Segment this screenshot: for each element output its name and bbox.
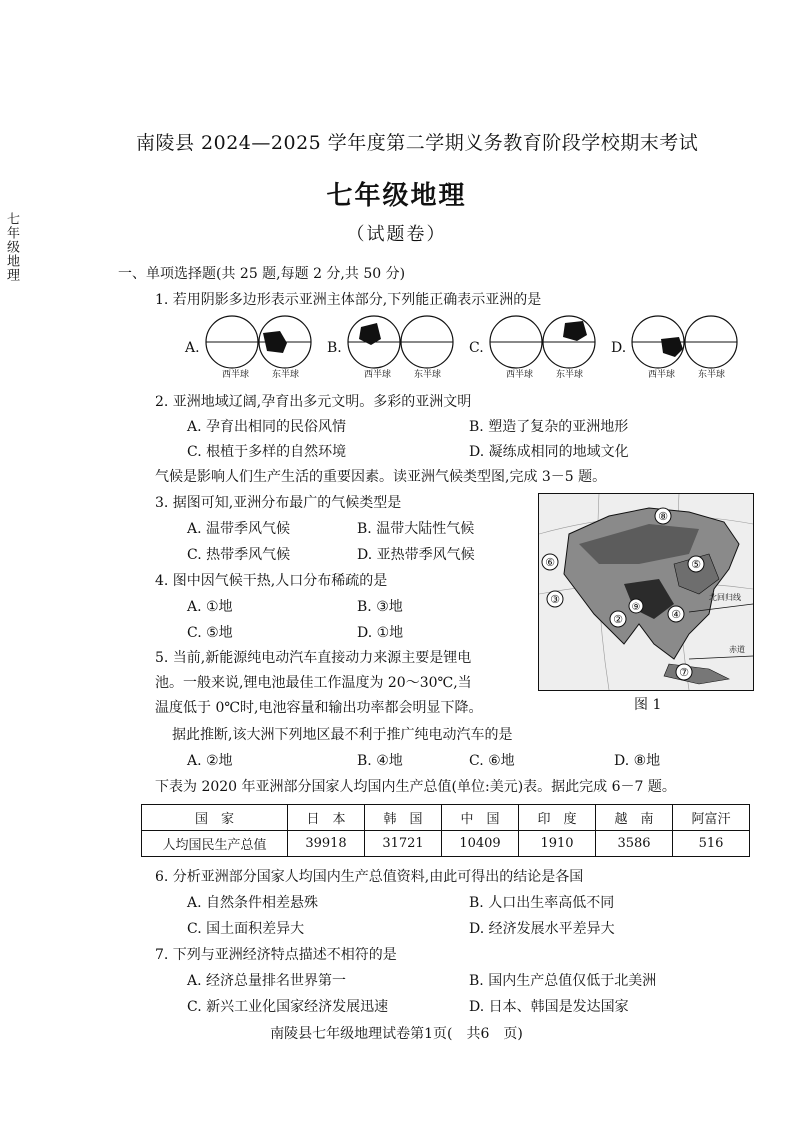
q1-option-d-diagram [631, 315, 741, 370]
west-hemisphere-label-c: 西半球 [506, 370, 534, 380]
west-hemisphere-label-d: 西半球 [648, 370, 676, 380]
gdp-table [141, 804, 750, 857]
q4-option-a: A. ①地 [187, 599, 233, 615]
asia-climate-map [538, 493, 754, 691]
q5-line2: 池。一般来说,锂电池最佳工作温度为 20～30℃,当 [155, 675, 472, 691]
region-6-label: ⑥ [545, 556, 555, 569]
east-hemisphere-label-c: 东半球 [556, 370, 584, 380]
q5-option-d: D. ⑧地 [614, 753, 661, 769]
q4-option-b: B. ③地 [357, 599, 403, 615]
q5-line4: 据此推断,该大洲下列地区最不利于推广纯电动汽车的是 [172, 727, 513, 743]
table-header-cell: 越 南 [596, 805, 673, 831]
q4-option-d: D. ①地 [357, 625, 404, 641]
q2-option-d: D. 凝练成相同的地域文化 [469, 444, 629, 460]
q1-stem: 1. 若用阴影多边形表示亚洲主体部分,下列能正确表示亚洲的是 [155, 292, 542, 308]
tropic-label: 北回归线 [709, 593, 741, 602]
region-8-label: ⑧ [658, 510, 668, 523]
region-5-label: ⑤ [691, 558, 701, 571]
q3-option-b: B. 温带大陆性气候 [357, 521, 475, 537]
region-4-label: ④ [671, 608, 681, 621]
q4-stem: 4. 图中因气候干热,人口分布稀疏的是 [155, 573, 388, 589]
table-cell: 39918 [288, 831, 365, 857]
q7-option-a: A. 经济总量排名世界第一 [187, 973, 347, 989]
q7-stem: 7. 下列与亚洲经济特点描述不相符的是 [155, 947, 397, 963]
region-2-label: ② [613, 613, 623, 626]
q6-option-b: B. 人口出生率高低不同 [469, 895, 615, 911]
intro-6-7: 下表为 2020 年亚洲部分国家人均国内生产总值(单位:美元)表。据此完成 6－7 题。 [155, 779, 676, 795]
q6-option-c: C. 国土面积差异大 [187, 921, 305, 937]
table-cell: 31721 [365, 831, 442, 857]
section-heading: 一、单项选择题(共 25 题,每题 2 分,共 50 分) [118, 266, 406, 282]
region-3-label: ③ [550, 593, 560, 606]
q1-option-c-diagram [489, 315, 599, 370]
west-hemisphere-label-b: 西半球 [364, 370, 392, 380]
table-header-cell: 阿富汗 [673, 805, 750, 831]
q1-option-b-letter: B. [327, 340, 342, 356]
q2-stem: 2. 亚洲地域辽阔,孕育出多元文明。多彩的亚洲文明 [155, 394, 472, 410]
q7-option-b: B. 国内生产总值仅低于北美洲 [469, 973, 657, 989]
q5-option-b: B. ④地 [357, 753, 403, 769]
east-hemisphere-label-a: 东半球 [272, 370, 300, 380]
table-row [142, 831, 750, 857]
table-cell: 3586 [596, 831, 673, 857]
q1-option-d-letter: D. [611, 340, 627, 356]
east-hemisphere-label-b: 东半球 [414, 370, 442, 380]
west-hemisphere-label-a: 西半球 [222, 370, 250, 380]
q2-option-a: A. 孕育出相同的民俗风情 [187, 419, 347, 435]
table-header-cell: 中 国 [442, 805, 519, 831]
subject-title: 七年级地理 [326, 181, 467, 211]
paper-type: （试题卷） [346, 224, 447, 245]
table-header-cell: 国 家 [142, 805, 288, 831]
table-cell: 10409 [442, 831, 519, 857]
table-header-cell: 韩 国 [365, 805, 442, 831]
q5-line3: 温度低于 0℃时,电池容量和输出功率都会明显下降。 [155, 700, 483, 716]
q1-option-a-diagram [205, 315, 315, 370]
q3-option-c: C. 热带季风气候 [187, 547, 291, 563]
table-cell: 516 [673, 831, 750, 857]
q6-option-a: A. 自然条件相差悬殊 [187, 895, 319, 911]
east-hemisphere-label-d: 东半球 [698, 370, 726, 380]
intro-3-5: 气候是影响人们生产生活的重要因素。读亚洲气候类型图,完成 3－5 题。 [155, 469, 607, 485]
q7-option-c: C. 新兴工业化国家经济发展迅速 [187, 999, 389, 1015]
q1-option-c-letter: C. [469, 340, 484, 356]
region-9-label: ⑨ [631, 602, 641, 613]
q4-option-c: C. ⑤地 [187, 625, 233, 641]
q3-stem: 3. 据图可知,亚洲分布最广的气候类型是 [155, 495, 402, 511]
q6-option-d: D. 经济发展水平差异大 [469, 921, 615, 937]
side-subject-label: 七年级地理 [4, 212, 19, 282]
table-cell: 1910 [519, 831, 596, 857]
q5-option-c: C. ⑥地 [469, 753, 515, 769]
q6-stem: 6. 分析亚洲部分国家人均国内生产总值资料,由此可得出的结论是各国 [155, 869, 584, 885]
table-cell: 人均国民生产总值 [142, 831, 288, 857]
climate-map-drawing [539, 494, 753, 690]
exam-title: 南陵县 2024—2025 学年度第二学期义务教育阶段学校期末考试 [136, 132, 699, 154]
q1-option-b-diagram [347, 315, 457, 370]
q7-option-d: D. 日本、韩国是发达国家 [469, 999, 629, 1015]
table-header-cell: 日 本 [288, 805, 365, 831]
q5-option-a: A. ②地 [187, 753, 233, 769]
q1-option-a-letter: A. [185, 340, 200, 356]
q3-option-d: D. 亚热带季风气候 [357, 547, 475, 563]
equator-label: 赤道 [729, 645, 745, 654]
table-header-cell: 印 度 [519, 805, 596, 831]
q3-option-a: A. 温带季风气候 [187, 521, 291, 537]
region-7-label: ⑦ [679, 666, 689, 679]
q2-option-b: B. 塑造了复杂的亚洲地形 [469, 419, 629, 435]
q2-option-c: C. 根植于多样的自然环境 [187, 444, 347, 460]
page-footer: 南陵县七年级地理试卷第1页( 共6 页) [270, 1026, 523, 1042]
map-caption: 图 1 [634, 697, 662, 713]
q5-line1: 5. 当前,新能源纯电动汽车直接动力来源主要是锂电 [155, 650, 472, 666]
table-header-row [142, 805, 750, 831]
